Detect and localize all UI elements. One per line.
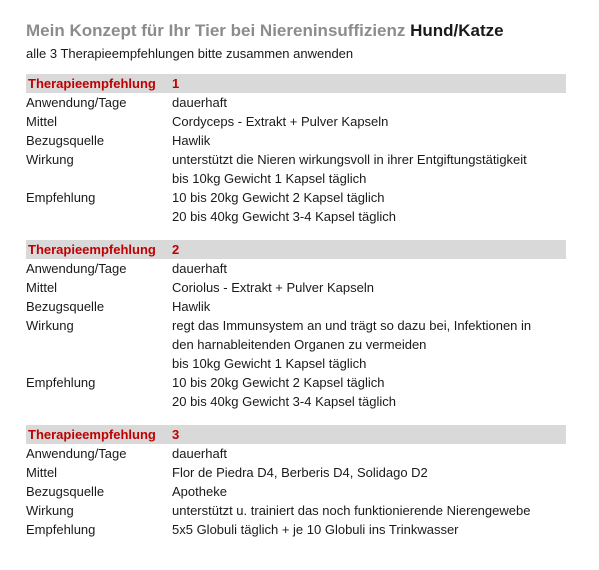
row-value: [172, 444, 566, 463]
row-key: Bezugsquelle: [26, 484, 105, 499]
title-main: Mein Konzept für Ihr Tier bei Niereninsuffizienz: [26, 21, 406, 40]
row-value: [172, 150, 566, 188]
row-value-line: regt das Immunsystem an und trägt so dazu bei, Infektionen in: [172, 318, 532, 333]
section-header: [26, 425, 566, 444]
table-row: [26, 316, 566, 373]
row-key: Bezugsquelle: [26, 133, 105, 148]
row-value-line: Coriolus - Extrakt + Pulver Kapseln: [172, 280, 374, 295]
table-row: [26, 501, 566, 520]
row-value: [172, 259, 566, 278]
section-header-number: 2: [172, 242, 180, 257]
row-value: [172, 482, 566, 501]
row-value: [172, 316, 566, 373]
row-key: Anwendung/Tage: [26, 95, 127, 110]
row-key: Empfehlung: [26, 522, 96, 537]
title-animal: Hund/Katze: [410, 21, 504, 40]
row-value-line: den harnableitenden Organen zu vermeiden: [172, 337, 427, 352]
therapy-section-2: [26, 240, 566, 411]
row-key: Empfehlung: [26, 375, 96, 390]
row-value-line: bis 10kg Gewicht 1 Kapsel täglich: [172, 356, 367, 371]
table-row: [26, 463, 566, 482]
row-value: [172, 112, 566, 131]
row-key: Bezugsquelle: [26, 299, 105, 314]
table-row: [26, 150, 566, 188]
row-value-line: Hawlik: [172, 299, 211, 314]
row-value-line: Flor de Piedra D4, Berberis D4, Solidago D2: [172, 465, 428, 480]
table-row: [26, 373, 566, 411]
section-header-label: Therapieempfehlung: [28, 427, 156, 442]
section-header: [26, 240, 566, 259]
table-row: [26, 444, 566, 463]
therapy-section-1: [26, 74, 566, 226]
row-value-line: 10 bis 20kg Gewicht 2 Kapsel täglich: [172, 190, 385, 205]
table-row: [26, 482, 566, 501]
row-key: Empfehlung: [26, 190, 96, 205]
section-header-number: 1: [172, 76, 180, 91]
row-value-line: 20 bis 40kg Gewicht 3-4 Kapsel täglich: [172, 394, 397, 409]
row-value: [172, 278, 566, 297]
row-value-line: 20 bis 40kg Gewicht 3-4 Kapsel täglich: [172, 209, 397, 224]
table-row: [26, 259, 566, 278]
row-value: [172, 520, 566, 539]
row-key: Mittel: [26, 465, 58, 480]
row-value-line: unterstützt u. trainiert das noch funktionierende Nierengewebe: [172, 503, 531, 518]
table-row: [26, 520, 566, 539]
section-header-label: Therapieempfehlung: [28, 76, 156, 91]
table-row: [26, 278, 566, 297]
section-header: [26, 74, 566, 93]
row-value-line: 10 bis 20kg Gewicht 2 Kapsel täglich: [172, 375, 385, 390]
row-key: Wirkung: [26, 503, 74, 518]
row-value-line: bis 10kg Gewicht 1 Kapsel täglich: [172, 171, 367, 186]
row-value-line: dauerhaft: [172, 95, 227, 110]
row-value-line: 5x5 Globuli täglich + je 10 Globuli ins Trinkwasser: [172, 522, 459, 537]
row-value-line: Cordyceps - Extrakt + Pulver Kapseln: [172, 114, 389, 129]
row-value: [172, 188, 566, 226]
row-key: Mittel: [26, 280, 58, 295]
row-value: [172, 463, 566, 482]
row-value-line: unterstützt die Nieren wirkungsvoll in ihrer Entgiftungstätigkeit: [172, 152, 527, 167]
row-value: [172, 501, 566, 520]
table-row: [26, 297, 566, 316]
therapy-section-3: [26, 425, 566, 539]
table-row: [26, 93, 566, 112]
document-subtitle: alle 3 Therapieempfehlungen bitte zusammen anwenden: [26, 46, 354, 61]
table-row: [26, 131, 566, 150]
row-value: [172, 93, 566, 112]
row-value-line: dauerhaft: [172, 446, 227, 461]
row-key: Mittel: [26, 114, 58, 129]
row-key: Wirkung: [26, 152, 74, 167]
section-header-label: Therapieempfehlung: [28, 242, 156, 257]
therapy-sections: [26, 74, 566, 539]
row-value-line: dauerhaft: [172, 261, 227, 276]
row-key: Wirkung: [26, 318, 74, 333]
document-title: [26, 18, 566, 44]
table-row: [26, 112, 566, 131]
row-key: Anwendung/Tage: [26, 261, 127, 276]
row-value: [172, 297, 566, 316]
document-page: [26, 18, 566, 539]
table-row: [26, 188, 566, 226]
row-value-line: Hawlik: [172, 133, 211, 148]
row-value: [172, 373, 566, 411]
row-key: Anwendung/Tage: [26, 446, 127, 461]
section-header-number: 3: [172, 427, 180, 442]
row-value-line: Apotheke: [172, 484, 227, 499]
row-value: [172, 131, 566, 150]
